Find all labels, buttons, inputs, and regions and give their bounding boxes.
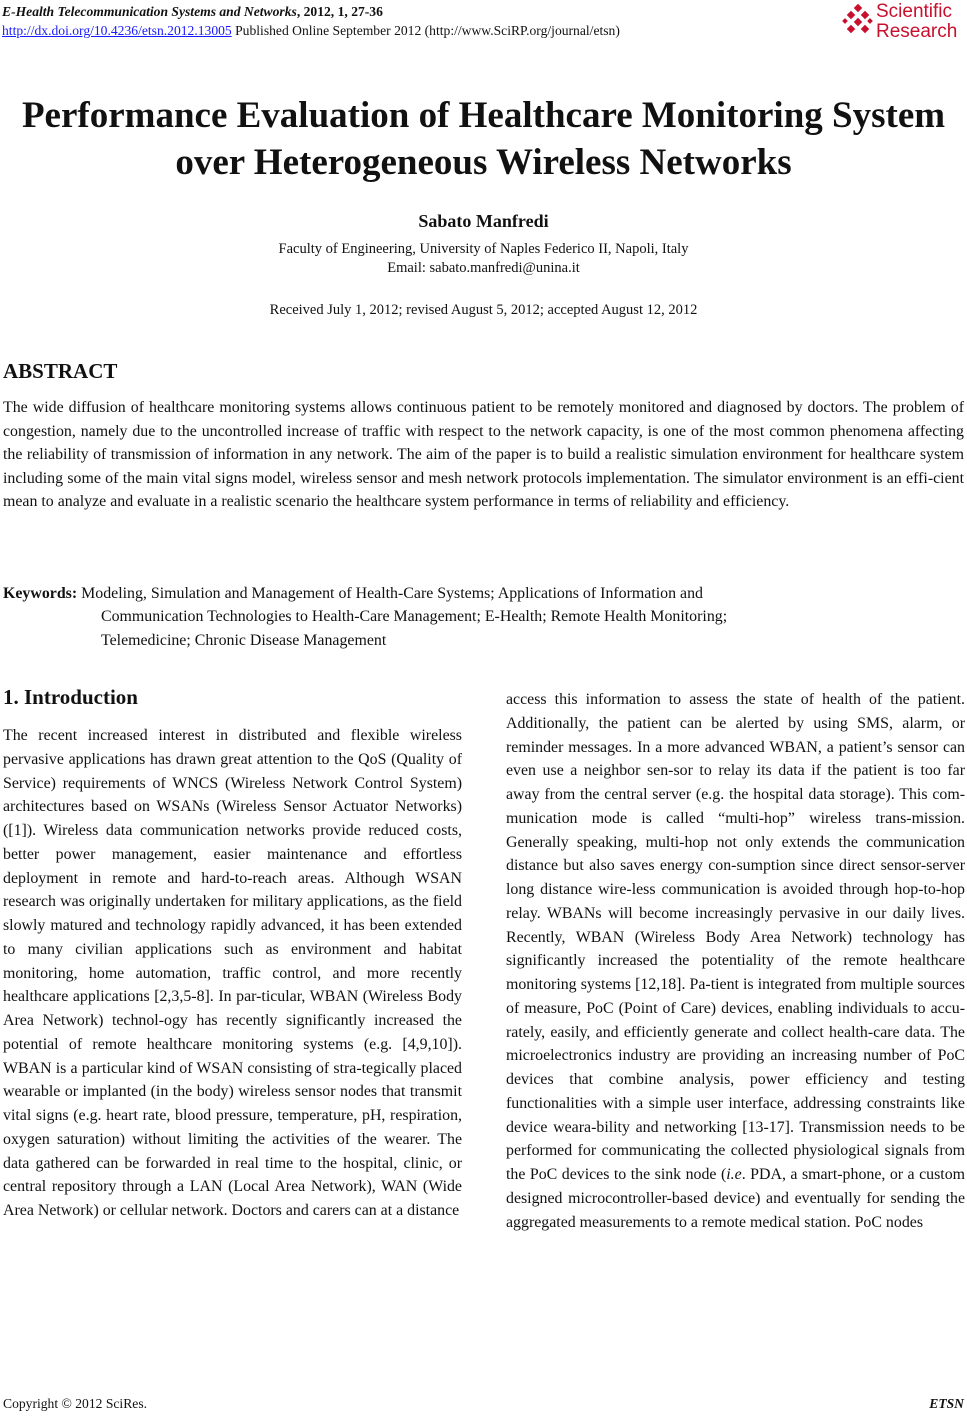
abstract-text: The wide diffusion of healthcare monitoring systems allows continuous patient to be remotely monitored and diagnosed by doctors. The problem of congestion, namely due to the uncontrolled increase of traffic with respect to the network capacity, is one of the most common phenomena affecting the reliability of transmission of information in any network. The aim of the paper is to build a realistic simulation environment for healthcare system including some of the main vital signs model, wireless sensor and mesh network protocols implementation. The simulator environment is an effi-cient mean to analyze and evaluate in a realistic scenario the healthcare system performance in terms of reliability and efficiency. bbox=[3, 399, 964, 511]
body-column-left: The recent increased interest in distributed and flexible wireless pervasive applications has drawn great attention to the QoS (Quality of Service) requirements of WNCS (Wireless Network Control System) architectures based on WSANs (Wireless Sensor Actuator Networks) ([1]). Wireless data communication networks provide reduced costs, better power management, easier maintenance and effortless deployment in remote and hard-to-reach areas. Although WSAN research was originally undertaken for military applications, as the field slowly matured and technology rapidly advanced, it has been extended to many civilian applications such as environment and habitat monitoring, home automation, traffic control, and more recently healthcare applications [2,3,5-8]. In par-ticular, WBAN (Wireless Body Area Network) technol-ogy has recently significantly increased the potential of remote healthcare monitoring systems (e.g. [4,9,10]). WBAN is a particular kind of WSAN consisting of stra-tegically placed wearable or implanted (in the body) wireless sensor nodes that transmit vital signs (e.g. heart rate, blood pressure, temperature, pH, respiration, oxygen saturation) without limiting the activities of the wearer. The data gathered can be forwarded in real time to the hospital, clinic, or central repository through a LAN (Local Area Network), WAN (Wide Area Network) or cellular network. Doctors and carers can at a distance bbox=[3, 727, 462, 1219]
affiliation: Faculty of Engineering, University of Naples Federico II, Napoli, Italy bbox=[278, 241, 689, 257]
keywords-line-1: Modeling, Simulation and Management of Health-Care Systems; Applications of Information and bbox=[81, 585, 703, 602]
keywords bbox=[3, 582, 964, 652]
abstract-heading: ABSTRACT bbox=[3, 359, 118, 383]
keywords-line-3: Telemedicine; Chronic Disease Management bbox=[101, 631, 387, 649]
keywords-label: Keywords: bbox=[3, 585, 78, 602]
running-header bbox=[2, 2, 620, 40]
section-heading: 1. Introduction bbox=[3, 685, 138, 709]
publisher-logo bbox=[840, 0, 965, 44]
author-name: Sabato Manfredi bbox=[418, 211, 549, 231]
received-dates: Received July 1, 2012; revised August 5, 2012; accepted August 12, 2012 bbox=[269, 302, 698, 318]
affiliation-block bbox=[0, 240, 967, 278]
copyright: Copyright © 2012 SciRes. bbox=[3, 1396, 148, 1411]
logo-text: Scientific Research bbox=[876, 1, 958, 42]
doi-link[interactable]: http://dx.doi.org/10.4236/etsn.2012.13005 bbox=[2, 23, 232, 38]
journal-title: E-Health Telecommunication Systems and Networks, 2012, 1, 27-36 bbox=[2, 4, 383, 19]
keywords-line-2: Communication Technologies to Health-Care Management; E-Health; Remote Health Monitoring; bbox=[101, 608, 728, 626]
paper-title: Performance Evaluation of Healthcare Monitoring System over Heterogeneous Wireless Networks bbox=[21, 95, 946, 183]
email: Email: sabato.manfredi@unina.it bbox=[387, 260, 580, 276]
body-column-right: access this information to assess the state of health of the patient. Additionally, the patient can be alerted by using SMS, alarm, or reminder messages. In a more advanced WBAN, a patient’s sensor can even use a neighbor sen-sor to relay its data if the patient is too far away from the central server (e.g. the hospital data storage). This com-munication mode is called “multi-hop” wireless trans-mission. Generally speaking, multi-hop not only extends the communication distance but also saves energy con-sumption since direct sensor-server long distance wire-less communication is avoided through hop-to-hop relay. WBANs will become increasingly pervasive in our daily lives. Recently, WBAN (Wireless Body Area Network) technology has significantly increased the potentiality of the remote healthcare monitoring systems [12,18]. Pa-tient is integrated from multiple sources of measure, PoC (Point of Care) devices, enabling individuals to accu-rately, easily, and efficiently generate and collect health-care data. The microelectronics industry are providing an increasing number of PoC devices that combine analysis, power efficiency and testing functionalities with a simple user interface, addressing constraints like device weara-bility and networking [13-17]. Transmission needs to be performed for communicating the collected physiological signals from the PoC devices to the sink node (i.e. PDA, a smart-phone, or a custom designed microcontroller-based device) and eventually for sending the aggregated measurements to a remote medical station. PoC nodes bbox=[506, 691, 965, 1231]
scirp-diamond-logo-icon bbox=[842, 4, 874, 38]
journal-abbreviation: ETSN bbox=[929, 1396, 964, 1411]
publication-info: Published Online September 2012 (http://www.SciRP.org/journal/etsn) bbox=[231, 23, 620, 38]
